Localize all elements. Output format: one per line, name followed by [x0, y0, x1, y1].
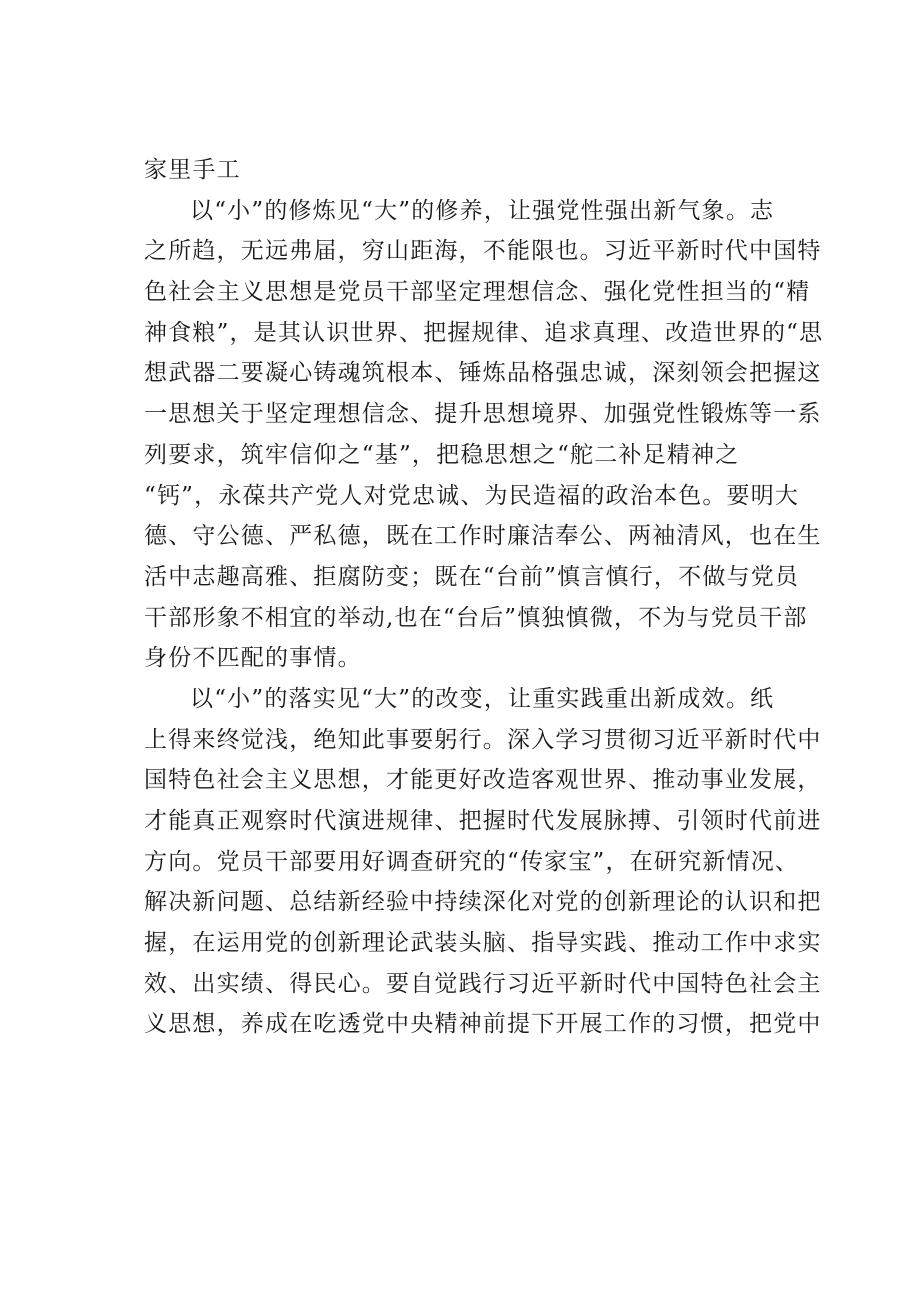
paragraph-line: 以“小”的落实见“大”的改变，让重实践重出新成效。纸: [190, 685, 775, 712]
paragraph-line: 义思想，养成在吃透党中央精神前提下开展工作的习惯，把党中: [144, 1011, 822, 1038]
paragraph-line: 想武器二要凝心铸魂筑根本、锤炼品格强忠诚，深刻领会把握这: [144, 360, 822, 387]
paragraph-line: 效、出实绩、得民心。要自觉践行习近平新时代中国特色社会主: [144, 970, 822, 997]
paragraph-line: “钙”，永葆共产党人对党忠诚、为民造福的政治本色。要明大: [144, 482, 800, 509]
paragraph-line: 以“小”的修炼见“大”的修养，让强党性强出新气象。志: [190, 197, 775, 224]
paragraph-line: 才能真正观察时代演进规律、把握时代发展脉搏、引领时代前进: [144, 808, 822, 834]
document-body: [144, 150, 824, 1045]
paragraph-line: 解决新问题、总结新经验中持续深化对党的创新理论的认识和把: [144, 889, 822, 916]
paragraph-1: [144, 191, 824, 679]
paragraph-line: 列要求，筑牢信仰之“基”，把稳思想之“舵二补足精神之: [144, 441, 740, 468]
paragraph-line: 握，在运用党的创新理论武装头脑、指导实践、推动工作中求实: [144, 930, 822, 957]
paragraph-line: 之所趋，无远弗届，穷山距海，不能限也。习近平新时代中国特: [144, 238, 822, 265]
paragraph-line: 干部形象不相宜的举动,也在“台后”慎独慎微，不为与党员干部: [144, 604, 808, 631]
paragraph-line: 身份不匹配的事情。: [144, 645, 362, 672]
fragment-line: 家里手工: [144, 157, 241, 183]
paragraph-2: [144, 679, 822, 1045]
paragraph-line: 德、守公德、严私德，既在工作时廉洁奉公、两袖清风，也在生: [144, 523, 822, 550]
paragraph-line: 上得来终觉浅，绝知此事要躬行。深入学习贯彻习近平新时代中: [144, 726, 822, 753]
paragraph-line: 活中志趣高雅、拒腐防变；既在“台前”慎言慎行，不做与党员: [144, 563, 800, 590]
paragraph-line: 神食粮”，是其认识世界、把握规律、追求真理、改造世界的“思: [144, 319, 824, 346]
paragraph-line: 色社会主义思想是党员干部坚定理想信念、强化党性担当的“精: [144, 279, 811, 306]
paragraph-line: 国特色社会主义思想，才能更好改造客观世界、推动事业发展，: [144, 767, 822, 794]
paragraph-line: 一思想关于坚定理想信念、提升思想境界、加强党性锻炼等一系: [144, 401, 822, 428]
paragraph-line: 方向。党员干部要用好调查研究的“传家宝”，在研究新情况、: [144, 848, 800, 875]
